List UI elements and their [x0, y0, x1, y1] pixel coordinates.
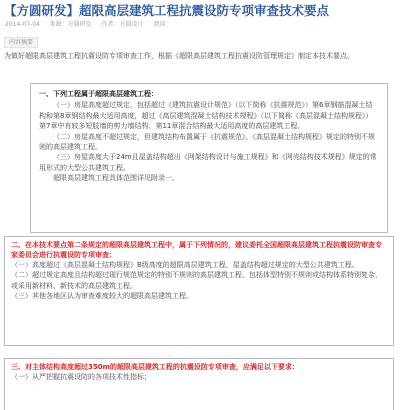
section-1-box [30, 83, 388, 233]
section-1-item: （二）房屋高度不超过规定，但建筑结构布置属于《抗震规范》、《高层混凝土结构规程》规定的特别不规则的高层建筑工程。 [39, 132, 375, 152]
section-1-item: 超限高层建筑工程具体范围详见附录一。 [53, 174, 179, 183]
article-meta: 2014-07-04 来源：方圆研发 作者：方圆设计 阅读： [5, 21, 172, 28]
section-1-item: （三）房屋高度大于24m且屋盖结构超出《网架结构设计与施工规程》和《网壳结构技术规程》规定的常用形式的大型公共建筑工程。 [39, 153, 377, 172]
section-3-box [4, 358, 394, 410]
section-1-heading: 一、下列工程属于超限高层建筑工程： [39, 90, 158, 98]
section-2-item: （二）超过规定高度且结构超过现行规范规定的特别不规则的高层建筑工程，包括体型特别不规则或结构体系特别复杂，或采用新材料、新技术的高层建筑工程。 [11, 271, 382, 290]
section-2-heading: 二、在本技术要点第二条规定的超限高层建筑工程中，属于下列情况的，建议委托全国超限高层建筑工程抗震设防审查专家委员会进行抗震设防专项审查： [11, 241, 382, 259]
section-3-item: （一）从严把握抗震设防的各项技术性指标； [11, 373, 151, 381]
section-2-box [4, 236, 394, 346]
section-3-heading: 三、对主体结构高度超过350m的超限高层建筑工程的抗震设防专项审查，应满足以下要求： [11, 363, 299, 371]
section-1-item: （一）房屋高度超过规定，包括超过《建筑抗震设计规范》（以下简称《抗震规范》）第6章钢筋混凝土结构和第8章钢结构最大适用高度，超过《高层建筑混凝土结构技术规程》（以下简称《高层混凝土结构规程》）第7章中有较多短肢墙的剪力墙结构、第11章混合结构最大适用高度的高层建筑工程。 [39, 101, 373, 131]
section-2-item: （一）高度超过《高层混凝土结构规程》B级高度的超限高层建筑工程，屋盖结构超过规定的大型公共建筑工程。 [11, 261, 359, 269]
summary-tag: 内容摘要 [4, 37, 38, 48]
article-summary: 为做好超限高层建筑工程抗震设防专项审查工作，根据《超限高层建筑工程抗震设防管理规定》制定本技术要点。 [4, 52, 354, 60]
section-2-item: （三）其他各地区认为审查难度较大的超限高层建筑工程。 [11, 292, 193, 301]
article-title: 【方圆研发】超限高层建筑工程抗震设防专项审查技术要点 [4, 3, 330, 18]
